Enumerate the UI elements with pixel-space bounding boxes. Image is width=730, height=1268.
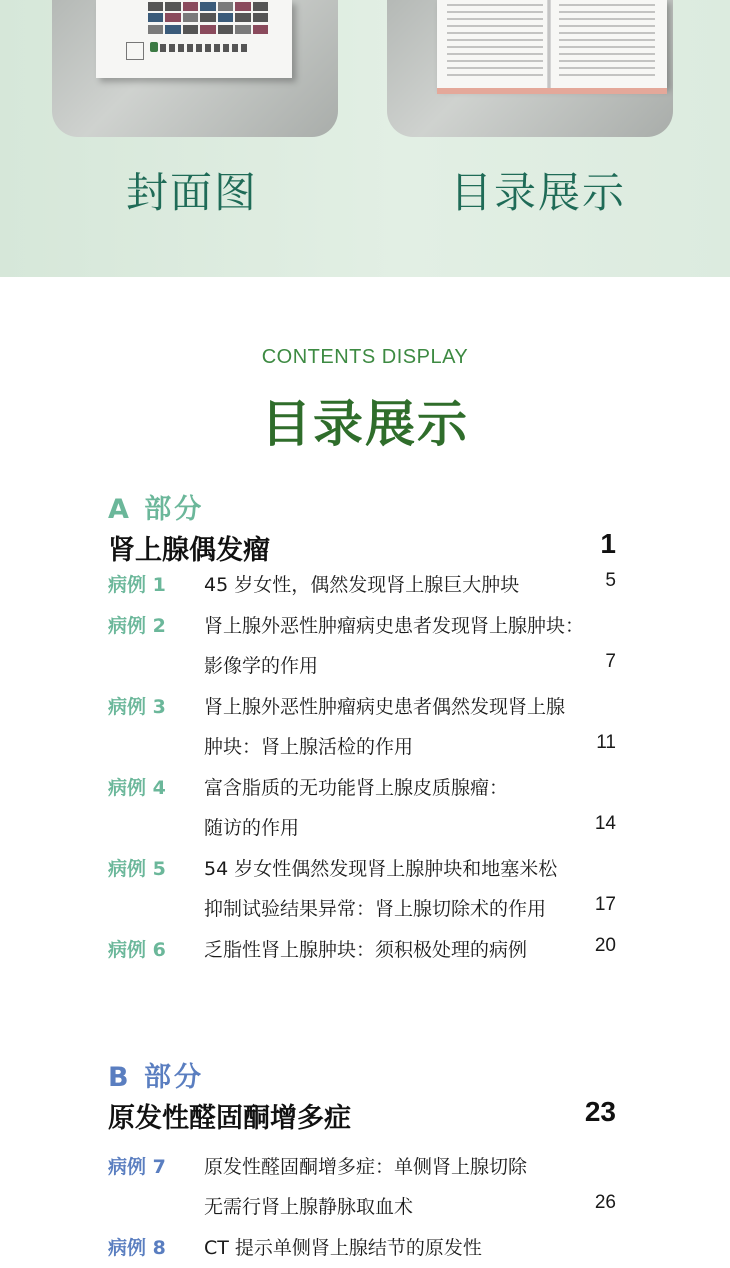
case-title: CT 提示单侧肾上腺结节的原发性: [204, 1237, 482, 1259]
case-page: 14: [594, 813, 616, 834]
chapter-title: 肾上腺偶发瘤: [108, 535, 270, 566]
case-page: 26: [594, 1192, 616, 1213]
case-tag: 病例 3: [108, 696, 166, 718]
case-line: [204, 651, 616, 678]
cover-caption: 封面图: [126, 168, 259, 217]
case-page: 5: [605, 570, 616, 591]
case-title: 抑制试验结果异常：肾上腺切除术的作用: [204, 898, 547, 920]
chapter-page: 1: [600, 528, 616, 559]
case-title: 富含脂质的无功能肾上腺皮质腺瘤：: [204, 777, 509, 799]
case-title: 肾上腺外恶性肿瘤病史患者发现肾上腺肿块：: [204, 615, 585, 637]
toc-caption: 目录展示: [450, 168, 627, 217]
case-line: [204, 692, 616, 719]
book-cover-image: [96, 0, 292, 78]
cover-image-tiles: [148, 2, 268, 34]
case-line: [204, 1233, 616, 1260]
case-line: [204, 854, 616, 881]
case-line: [204, 1192, 616, 1219]
case-line: [204, 732, 616, 759]
elsevier-logo-icon: [126, 42, 144, 60]
case-title: 45 岁女性，偶然发现肾上腺巨大肿块: [204, 574, 520, 596]
case-line: [204, 611, 616, 638]
section-eyebrow: CONTENTS DISPLAY: [261, 346, 469, 368]
case-tag: 病例 8: [108, 1237, 166, 1259]
case-line: [204, 935, 616, 962]
gallery-banner: [0, 0, 730, 277]
case-title: 肾上腺外恶性肿瘤病史患者偶然发现肾上腺: [204, 696, 566, 718]
case-line: [204, 1152, 616, 1179]
case-line: [204, 894, 616, 921]
case-line: [204, 773, 616, 800]
case-title: 肿块：肾上腺活检的作用: [204, 736, 414, 758]
toc-page-left: [447, 4, 543, 78]
cover-photo: [52, 0, 338, 137]
case-title: 乏脂性肾上腺肿块：须积极处理的病例: [204, 939, 528, 961]
open-book-image: [437, 0, 667, 88]
case-title: 54 岁女性偶然发现肾上腺肿块和地塞米松: [204, 858, 558, 880]
part-a-label: A 部分: [108, 494, 205, 525]
case-tag: 病例 5: [108, 858, 166, 880]
part-b-label: B 部分: [108, 1062, 204, 1093]
chapter-title: 原发性醛固酮增多症: [108, 1103, 351, 1134]
publisher-name-graphic: [160, 44, 250, 52]
publisher-logo-icon: [150, 42, 158, 52]
case-tag: 病例 4: [108, 777, 166, 799]
toc-photo: [387, 0, 673, 137]
case-tag: 病例 1: [108, 574, 166, 596]
book-spine: [547, 0, 551, 88]
case-title: 原发性醛固酮增多症：单侧肾上腺切除: [204, 1156, 528, 1178]
case-page: 11: [596, 732, 616, 753]
part-b-chapter: [108, 1096, 616, 1135]
part-a-chapter: [108, 528, 616, 567]
case-tag: 病例 2: [108, 615, 166, 637]
case-tag: 病例 7: [108, 1156, 166, 1178]
case-page: 17: [594, 894, 616, 915]
case-page: 20: [594, 935, 616, 956]
case-title: 无需行肾上腺静脉取血术: [204, 1196, 414, 1218]
case-tag: 病例 6: [108, 939, 166, 961]
case-line: [204, 813, 616, 840]
case-title: 随访的作用: [204, 817, 300, 839]
section-title: 目录展示: [261, 395, 469, 453]
toc-page-right: [559, 4, 655, 78]
chapter-page: 23: [584, 1096, 616, 1127]
case-title: 影像学的作用: [204, 655, 319, 677]
case-page: 7: [605, 651, 616, 672]
case-line: [204, 570, 616, 597]
book-edge: [437, 88, 667, 94]
